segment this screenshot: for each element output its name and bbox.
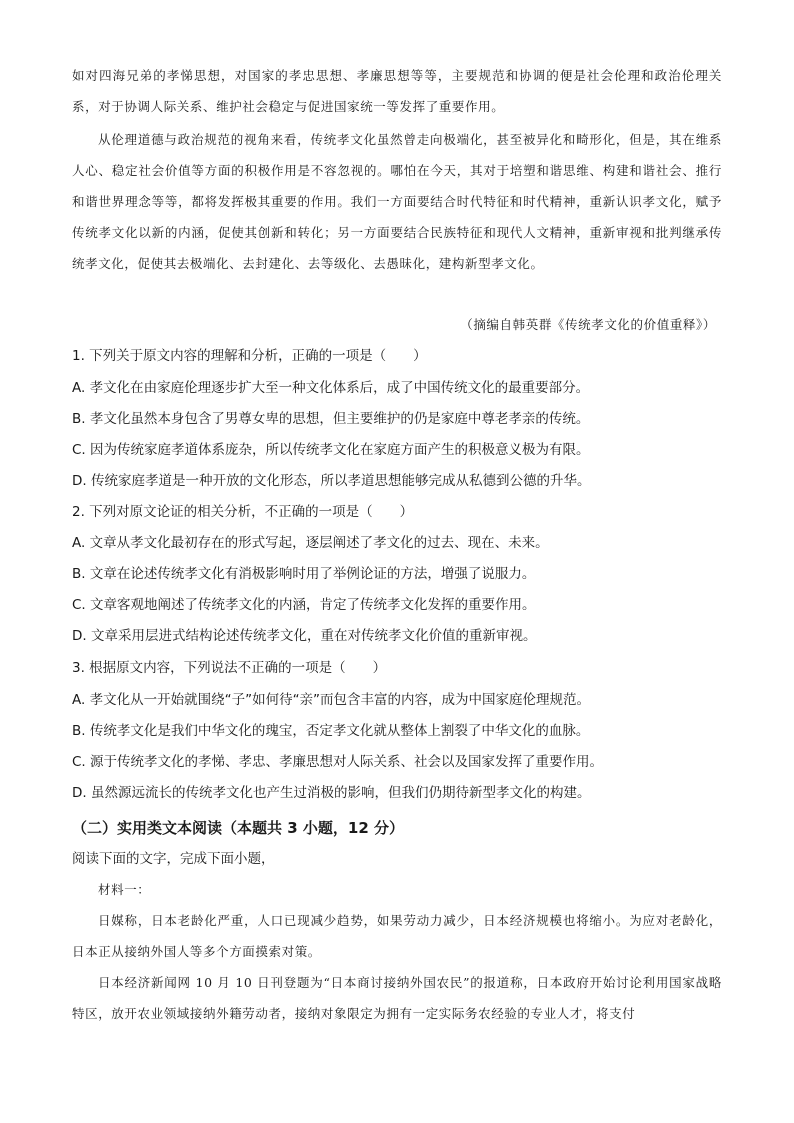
- passage-paragraph-2: 从伦理道德与政治规范的视角来看，传统孝文化虽然曾走向极端化，甚至被异化和畸形化，但是，其在维系人心、稳定社会价值等方面的积极作用是不容忽视的。哪怕在今天，其对于培塑和谐思维、构建和谐社会、推行和谐世界理念等等，都将发挥极其重要的作用。我们一方面要结合时代特征和时代精神，重新认识孝文化，赋予传统孝文化以新的内涵，促使其创新和转化；另一方面要结合民族特征和现代人文精神，重新审视和批判继承传统孝文化，促使其去极端化、去封建化、去等级化、去愚昧化，建构新型孝文化。: [72, 132, 722, 271]
- question-1-option-c: C. 因为传统家庭孝道体系庞杂，所以传统孝文化在家庭方面产生的积极意义极为有限。: [72, 442, 590, 458]
- question-3-option-a: A. 孝文化从一开始就围绕“子”如何待“亲”而包含丰富的内容，成为中国家庭伦理规范。: [72, 692, 591, 708]
- passage-continued-paragraph: 如对四海兄弟的孝悌思想，对国家的孝忠思想、孝廉思想等等，主要规范和协调的便是社会伦理和政治伦理关系，对于协调人际关系、维护社会稳定与促进国家统一等发挥了重要作用。: [72, 68, 722, 114]
- question-3-option-d: D. 虽然源远流长的传统孝文化也产生过消极的影响，但我们仍期待新型孝文化的构建。: [72, 785, 591, 801]
- material-paragraph-1: 日媒称，日本老龄化严重，人口已现减少趋势，如果劳动力减少，日本经济规模也将缩小。为应对老龄化，日本正从接纳外国人等多个方面摸索对策。: [72, 913, 722, 959]
- source-citation: （摘编自韩英群《传统孝文化的价值重释》）: [460, 317, 716, 332]
- question-2-option-b: B. 文章在论述传统孝文化有消极影响时用了举例论证的方法，增强了说服力。: [72, 566, 536, 582]
- material-label: 材料一：: [98, 882, 151, 897]
- question-1-option-d: D. 传统家庭孝道是一种开放的文化形态，所以孝道思想能够完成从私德到公德的升华。: [72, 473, 591, 489]
- question-3-stem: 3. 根据原文内容，下列说法不正确的一项是（ ）: [72, 660, 387, 676]
- question-1-option-a: A. 孝文化在由家庭伦理逐步扩大至一种文化体系后，成了中国传统文化的最重要部分。: [72, 380, 590, 396]
- question-2-option-c: C. 文章客观地阐述了传统孝文化的内涵，肯定了传统孝文化发挥的重要作用。: [72, 597, 536, 613]
- question-2-stem: 2. 下列对原文论证的相关分析，不正确的一项是（ ）: [72, 504, 414, 520]
- section-heading: （二）实用类文本阅读（本题共 3 小题，12 分）: [72, 819, 404, 837]
- reading-instruction: 阅读下面的文字，完成下面小题，: [72, 851, 275, 867]
- question-2-option-a: A. 文章从孝文化最初存在的形式写起，逐层阐述了孝文化的过去、现在、未来。: [72, 535, 549, 551]
- question-3-option-c: C. 源于传统孝文化的孝悌、孝忠、孝廉思想对人际关系、社会以及国家发挥了重要作用。: [72, 754, 604, 770]
- question-1-option-b: B. 孝文化虽然本身包含了男尊女卑的思想，但主要维护的仍是家庭中尊老孝亲的传统。: [72, 411, 590, 427]
- material-paragraph-2: 日本经济新闻网 10 月 10 日刊登题为“日本商讨接纳外国农民”的报道称，日本政府开始讨论利用国家战略特区，放开农业领域接纳外籍劳动者，接纳对象限定为拥有一定实际务农经验的专业人才，将支付: [72, 975, 722, 1021]
- question-3-option-b: B. 传统孝文化是我们中华文化的瑰宝，否定孝文化就从整体上割裂了中华文化的血脉。: [72, 723, 590, 739]
- question-2-option-d: D. 文章采用层进式结构论述传统孝文化，重在对传统孝文化价值的重新审视。: [72, 628, 537, 644]
- question-1-stem: 1. 下列关于原文内容的理解和分析，正确的一项是（ ）: [72, 348, 427, 364]
